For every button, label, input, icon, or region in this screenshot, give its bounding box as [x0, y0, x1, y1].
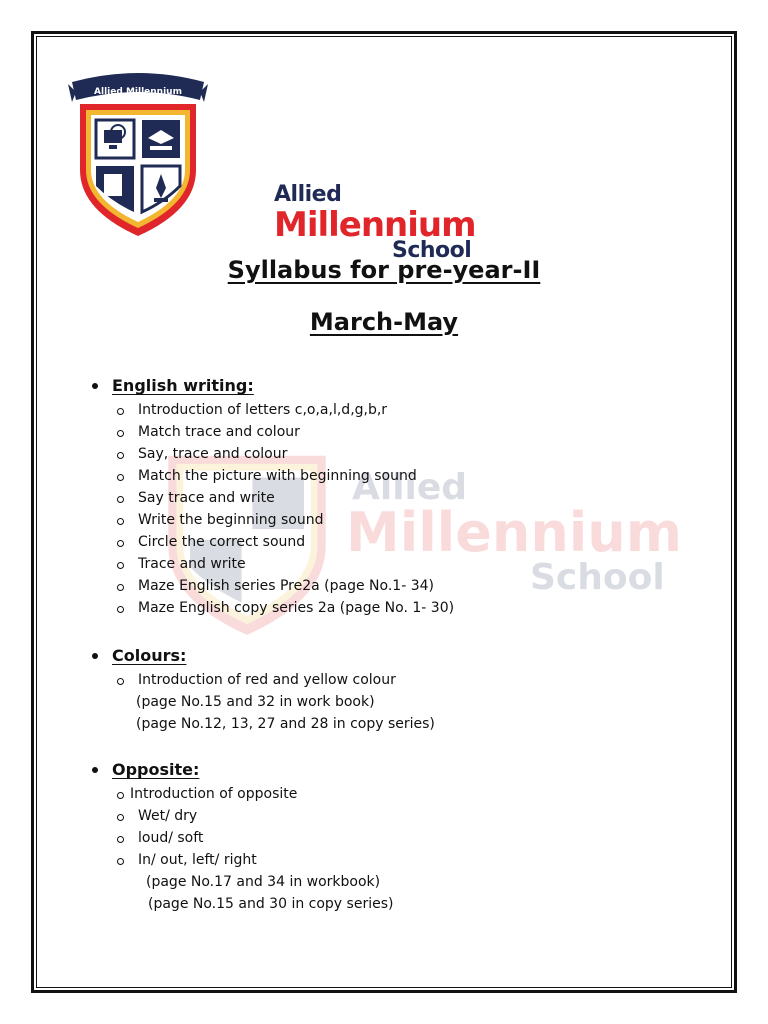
list-item — [92, 465, 454, 487]
list-item-text: Write the beginning sound — [138, 512, 324, 528]
page-title: Syllabus for pre-year-II — [227, 256, 541, 284]
circle-bullet-icon — [117, 858, 124, 865]
list-item — [92, 805, 393, 827]
list-item — [92, 553, 454, 575]
list-item — [92, 443, 454, 465]
circle-bullet-icon — [117, 540, 124, 547]
section-item-list — [92, 669, 435, 691]
page-reference-note: (page No.15 and 32 in work book) — [136, 694, 375, 710]
circle-bullet-icon — [117, 562, 124, 569]
page-reference-note: (page No.17 and 34 in workbook) — [146, 874, 381, 890]
list-item — [92, 669, 435, 691]
list-item-text: In/ out, left/ right — [138, 852, 257, 868]
list-item — [92, 399, 454, 421]
school-logo — [68, 70, 476, 263]
logo-line-school: School — [392, 238, 472, 263]
list-item-text: Introduction of red and yellow colour — [138, 672, 396, 688]
list-item — [92, 783, 393, 805]
logo-wordmark — [274, 184, 476, 262]
circle-bullet-icon — [117, 518, 124, 525]
list-item — [92, 597, 454, 619]
logo-line-millennium: Millennium — [274, 205, 476, 245]
logo-line-allied: Allied — [274, 182, 342, 207]
section-item-list — [92, 399, 454, 619]
section-heading — [92, 760, 393, 779]
crest-banner-text: Allied Millennium — [94, 87, 182, 97]
watermark-line-millennium: Millennium — [346, 501, 682, 564]
list-item — [92, 421, 454, 443]
list-item-text: Match the picture with beginning sound — [138, 468, 417, 484]
list-item — [92, 849, 393, 871]
circle-bullet-icon — [117, 836, 124, 843]
list-item-text: Say, trace and colour — [138, 446, 288, 462]
circle-bullet-icon — [117, 792, 124, 799]
circle-bullet-icon — [117, 430, 124, 437]
list-item-text: Circle the correct sound — [138, 534, 306, 550]
list-item-text: Maze English copy series 2a (page No. 1- 30) — [138, 600, 455, 616]
list-item — [92, 575, 454, 597]
list-item-text: Wet/ dry — [138, 808, 198, 824]
section-heading-label: English writing: — [112, 376, 254, 395]
bullet-icon — [92, 653, 98, 659]
section-heading-label: Colours: — [112, 646, 187, 665]
circle-bullet-icon — [117, 814, 124, 821]
circle-bullet-icon — [117, 496, 124, 503]
list-item-text: Introduction of letters c,o,a,l,d,g,b,r — [138, 402, 388, 418]
list-item — [92, 531, 454, 553]
section-heading — [92, 376, 454, 395]
school-crest-icon — [68, 70, 208, 240]
list-item-text: Trace and write — [138, 556, 246, 572]
page-subtitle: March-May — [309, 308, 459, 336]
circle-bullet-icon — [117, 408, 124, 415]
circle-bullet-icon — [117, 474, 124, 481]
circle-bullet-icon — [117, 678, 124, 685]
page-reference-note: (page No.12, 13, 27 and 28 in copy series) — [136, 716, 435, 732]
list-item-text: Say trace and write — [138, 490, 275, 506]
section-heading — [92, 646, 435, 665]
circle-bullet-icon — [117, 606, 124, 613]
circle-bullet-icon — [117, 584, 124, 591]
list-item — [92, 509, 454, 531]
watermark-line-allied: Allied — [352, 467, 468, 508]
section-heading-label: Opposite: — [112, 760, 200, 779]
list-item-text: Introduction of opposite — [130, 786, 298, 802]
page-reference-note: (page No.15 and 30 in copy series) — [148, 896, 394, 912]
section-english-writing — [92, 376, 454, 619]
list-item-text: Maze English series Pre2a (page No.1- 34) — [138, 578, 434, 594]
list-item — [92, 827, 393, 849]
section-colours — [92, 646, 435, 735]
section-opposite — [92, 760, 393, 915]
circle-bullet-icon — [117, 452, 124, 459]
bullet-icon — [92, 767, 98, 773]
list-item — [92, 487, 454, 509]
bullet-icon — [92, 383, 98, 389]
watermark-line-school: School — [530, 557, 665, 598]
list-item-text: Match trace and colour — [138, 424, 300, 440]
section-item-list — [92, 783, 393, 871]
list-item-text: loud/ soft — [138, 830, 204, 846]
